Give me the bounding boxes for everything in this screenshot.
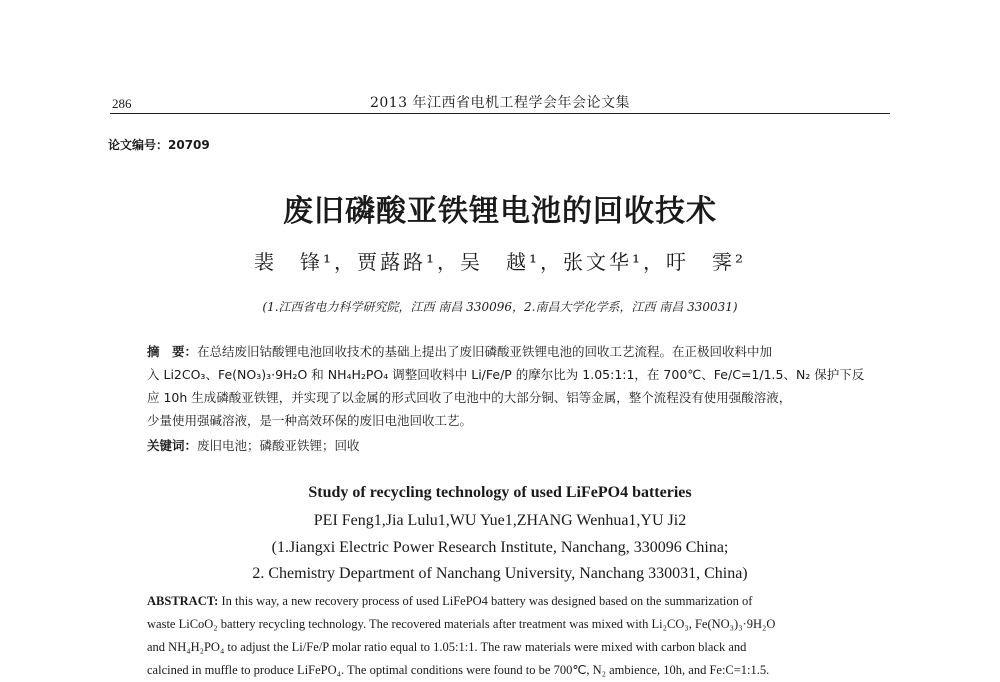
english-affiliation-2: 2. Chemistry Department of Nanchang University, Nanchang 330031, China): [252, 565, 748, 582]
english-abstract-line-1: [147, 590, 863, 613]
chinese-keywords: [147, 436, 360, 454]
running-header: 2013 年江西省电机工程学会年会论文集: [369, 95, 631, 111]
chinese-keywords-label: 关键词：: [147, 438, 198, 453]
header-rule: [110, 113, 890, 114]
chinese-abstract-text: 在总结废旧钴酸锂电池回收技术的基础上提出了废旧磷酸亚铁锂电池的回收工艺流程。在正极回收料中加: [197, 344, 773, 359]
english-abstract-line-3: and NH₄H₂PO₄ to adjust the Li/Fe/P molar ratio equal to 1.05:1:1. The raw materials were mixed with carbon black and: [147, 640, 747, 654]
english-authors: PEI Feng1,Jia Lulu1,WU Yue1,ZHANG Wenhua1,YU Ji2: [313, 512, 687, 529]
chinese-abstract-line-3: 应 10h 生成磷酸亚铁锂，并实现了以金属的形式回收了电池中的大部分铜、铝等金属，整个流程没有使用强酸溶液，: [147, 390, 792, 405]
chinese-abstract-label: 摘 要：: [147, 344, 198, 359]
chinese-abstract-line-4: 少量使用强碱溶液，是一种高效环保的废旧电池回收工艺。: [147, 413, 473, 428]
chinese-abstract-line-1: [147, 340, 867, 363]
chinese-title: 废旧磷酸亚铁锂电池的回收技术: [283, 194, 717, 229]
english-abstract-text: In this way, a new recovery process of used LiFePO4 battery was designed based on the summarization of: [218, 594, 753, 608]
chinese-keywords-text: 废旧电池；磷酸亚铁锂；回收: [197, 438, 360, 453]
english-abstract: [147, 590, 863, 682]
chinese-affiliations: (1.江西省电力科学研究院，江西 南昌 330096，2.南昌大学化学系，江西 南昌 330031): [262, 300, 738, 314]
chinese-authors: 裴 锋¹，贾蕗路¹，吴 越¹，张文华¹，吁 霁²: [253, 250, 747, 274]
page-number: 286: [112, 96, 132, 111]
english-abstract-line-2: waste LiCoO₂ battery recycling technology. The recovered materials after treatment was mixed with Li₂CO₃, Fe(NO₃)₃·9H₂O: [147, 617, 776, 631]
english-affiliation-1: (1.Jiangxi Electric Power Research Institute, Nanchang, 330096 China;: [271, 539, 729, 556]
english-abstract-line-4: calcined in muffle to produce LiFePO₄. The optimal conditions were found to be 700℃, N₂ ambience, 10h, and Fe:C=1:1.5.: [147, 663, 770, 677]
chinese-abstract-line-2: 入 Li2CO₃、Fe(NO₃)₃·9H₂O 和 NH₄H₂PO₄ 调整回收料中 Li/Fe/P 的摩尔比为 1.05:1:1，在 700℃、Fe/C=1/1.5、N₂ 保护下反: [147, 367, 865, 382]
paper-number: 论文编号：20709: [108, 138, 210, 152]
english-abstract-label: ABSTRACT:: [147, 594, 219, 608]
english-title: Study of recycling technology of used LiFePO4 batteries: [308, 484, 692, 501]
chinese-abstract: [147, 340, 867, 432]
